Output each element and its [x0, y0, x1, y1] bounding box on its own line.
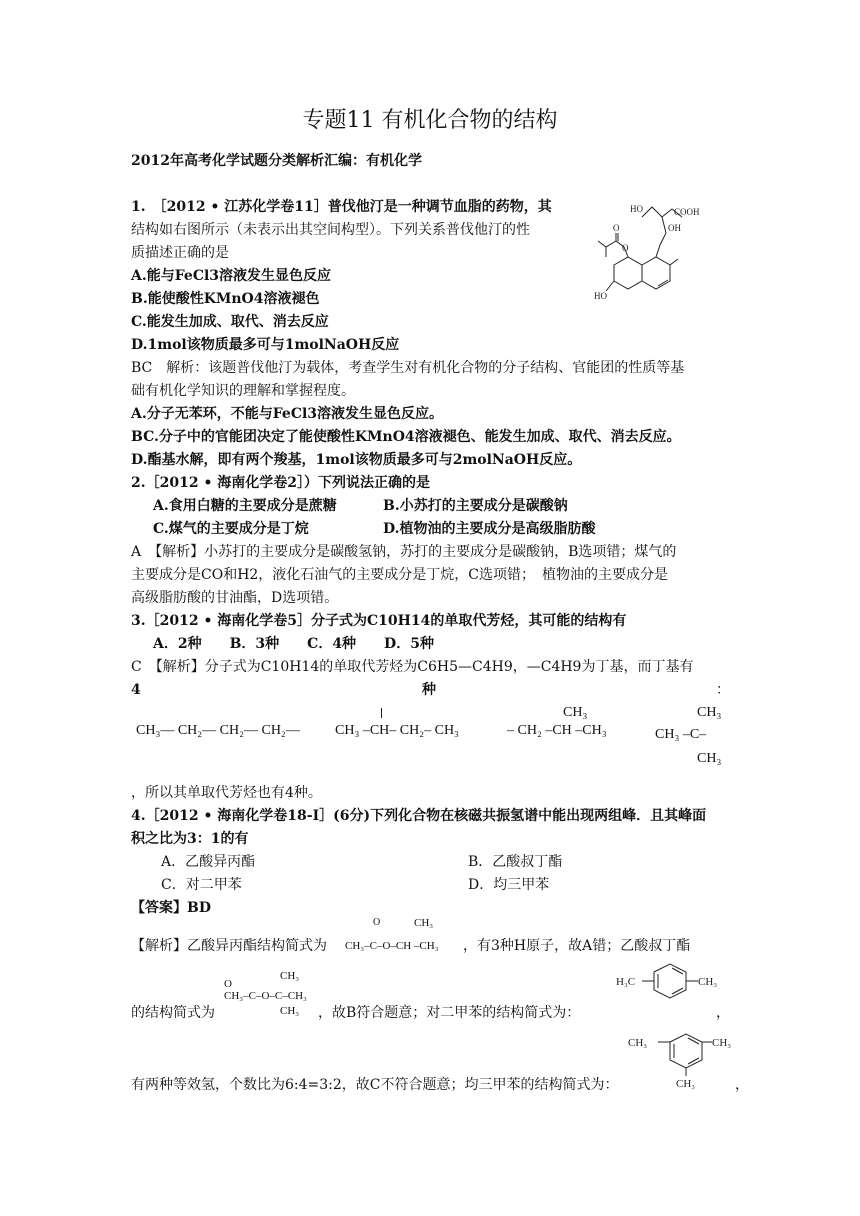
struct-ho-bottom: HO [594, 291, 607, 301]
q1-option-b: B.能使酸性KMnO4溶液褪色 [131, 291, 320, 307]
q2-stem: 2.［2012 • 海南化学卷2］）下列说法正确的是 [131, 475, 431, 491]
struct-oh: OH [668, 223, 681, 233]
q3-answer-unit: 种 [422, 682, 436, 698]
tert-butyl-acetate-top: CH₃ [280, 970, 300, 982]
q2-option-d: D.植物油的主要成分是高级脂肪酸 [383, 521, 596, 537]
q1-line1: 1. ［2012 • 江苏化学卷11］普伐他汀是一种调节血脂的药物，其 [131, 199, 552, 215]
butyl-formula-2-bond [381, 708, 382, 718]
q4-explanation-3a: 有两种等效氢，个数比为6:4=3:2，故C不符合题意；均三甲苯的结构简式为： [131, 1077, 619, 1093]
q1-option-d: D.1mol该物质最多可与1molNaOH反应 [131, 337, 400, 353]
q4-explanation-1b: ，有3种H原子，故A错；乙酸叔丁酯 [463, 938, 691, 954]
q1-answer-line2: 础有机化学知识的理解和掌握程度。 [131, 383, 355, 399]
subtitle: 2012年高考化学试题分类解析汇编：有机化学 [131, 153, 422, 169]
q3-answer-count: 4 [131, 682, 141, 698]
q2-option-b: B.小苏打的主要成分是碳酸钠 [383, 498, 568, 514]
q2-answer-line3: 高级脂肪酸的甘油酯，D选项错。 [131, 590, 339, 606]
page-title: 专题11 有机化合物的结构 [302, 108, 558, 133]
q4-explanation-2c: ， [716, 1005, 730, 1021]
q4-option-a: A．乙酸异丙酯 [161, 854, 256, 870]
q4-explanation-2a: 的结构简式为 [131, 1005, 215, 1021]
butyl-formula-4: CH₃ –C– [655, 727, 707, 742]
q2-answer-line2: 主要成分是CO和H2，液化石油气的主要成分是丁烷，C选项错； 植物油的主要成分是 [131, 567, 669, 583]
isopropyl-acetate-formula: CH₃–C–O–CH –CH₃ [345, 940, 439, 952]
tert-butyl-acetate-o: O [224, 978, 232, 990]
p-xylene-right: CH₃ [698, 976, 718, 988]
q3-answer-line1: C 【解析】分子式为C10H14的单取代芳烃为C6H5—C4H9，—C4H9为丁基，而丁基有 [131, 659, 694, 675]
mesitylene-structure [624, 1030, 734, 1092]
q1-answer-line3: A.分子无苯环，不能与FeCl3溶液发生显色反应。 [131, 406, 444, 422]
p-xylene-structure [612, 960, 724, 1010]
q4-option-b: B．乙酸叔丁酯 [468, 854, 563, 870]
q1-option-c: C.能发生加成、取代、消去反应 [131, 314, 329, 330]
q4-explanation-3b: ， [735, 1077, 749, 1093]
q4-option-c: C．对二甲苯 [161, 877, 242, 893]
q3-stem: 3.［2012 • 海南化学卷5］分子式为C10H14的单取代芳烃，其可能的结构有 [131, 613, 627, 629]
q2-option-c: C.煤气的主要成分是丁烷 [153, 521, 309, 537]
q1-line3: 质描述正确的是 [131, 245, 229, 261]
butyl-formula-2: CH₃ –CH– CH₂– CH₃ [335, 723, 459, 738]
butyl-formula-4-top: CH₃ [697, 705, 722, 720]
butyl-formula-4-bottom: CH₃ [697, 751, 722, 766]
isopropyl-acetate-o: O [373, 917, 381, 928]
q1-line2: 结构如右图所示（未表示出其空间构型）。下列关系普伐他汀的性 [131, 222, 530, 238]
pravastatin-structure [590, 195, 720, 315]
struct-ho-top: HO [630, 204, 643, 214]
q4-stem-line2: 积之比为3：1的有 [131, 831, 249, 847]
mesitylene-right: CH₃ [712, 1037, 732, 1049]
q1-answer-line4: BC.分子中的官能团决定了能使酸性KMnO4溶液褪色、能发生加成、取代、消去反应。 [131, 429, 681, 445]
butyl-formula-3: – CH₂ –CH –CH₃ [507, 723, 607, 738]
q4-answer: 【答案】BD [131, 900, 211, 916]
tert-butyl-acetate-formula: CH₃–C–O–C–CH₃ [224, 990, 307, 1002]
struct-o1: O [613, 223, 620, 233]
struct-o2: O [622, 243, 629, 253]
q3-answer-line3: ，所以其单取代芳烃也有4种。 [131, 785, 322, 801]
tert-butyl-acetate-bottom: CH₃ [280, 1005, 300, 1017]
butyl-formula-1: CH₃— CH₂— CH₂— CH₂— [136, 723, 300, 738]
isopropyl-acetate-top: CH₃ [414, 917, 434, 929]
p-xylene-left: H₃C [616, 976, 636, 988]
struct-cooh: COOH [674, 207, 700, 217]
q1-answer-line1: BC 解析：该题普伐他汀为载体，考查学生对有机化合物的分子结构、官能团的性质等基 [131, 360, 685, 376]
q4-stem-line1: 4.［2012 • 海南化学卷18-I］(6分)下列化合物在核磁共振氢谱中能出现两组峰．且其峰面 [131, 808, 707, 824]
mesitylene-bottom: CH₃ [676, 1078, 696, 1090]
butyl-formula-3-top: CH₃ [563, 705, 588, 720]
q2-answer-line1: A 【解析】小苏打的主要成分是碳酸氢钠，苏打的主要成分是碳酸钠，B选项错；煤气的 [131, 544, 677, 560]
q3-options: A．2种 B．3种 C．4种 D．5种 [153, 636, 434, 652]
q1-answer-line5: D.酯基水解，即有两个羧基，1mol该物质最多可与2molNaOH反应。 [131, 452, 582, 468]
q4-option-d: D．均三甲苯 [468, 877, 550, 893]
mesitylene-left: CH₃ [628, 1037, 648, 1049]
q4-explanation-1a: 【解析】乙酸异丙酯结构简式为 [131, 938, 327, 954]
q3-answer-colon: ： [716, 682, 730, 698]
q4-explanation-2b: ，故B符合题意；对二甲苯的结构简式为： [318, 1005, 581, 1021]
q2-option-a: A.食用白糖的主要成分是蔗糖 [153, 498, 337, 514]
q1-option-a: A.能与FeCl3溶液发生显色反应 [131, 268, 332, 284]
